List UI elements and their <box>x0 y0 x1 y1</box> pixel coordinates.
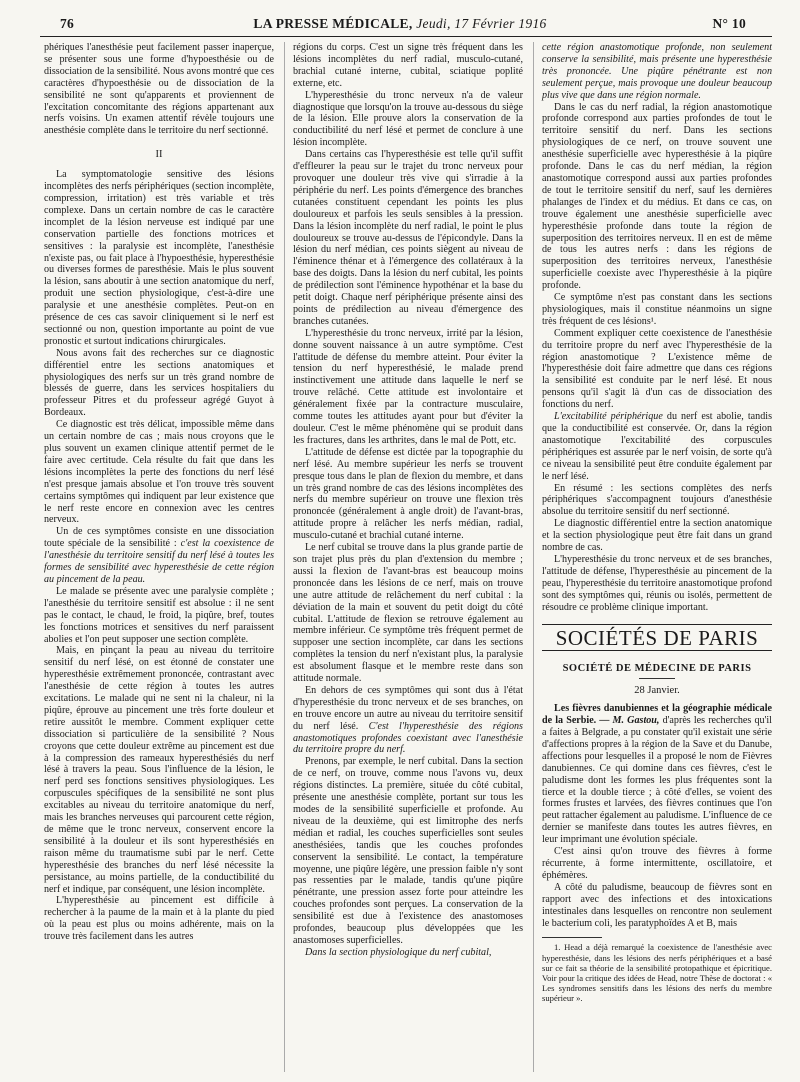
paragraph: L'hyperesthésie du tronc nerveux, irrité par la lésion, donne souvent naissance à un autre symptôme. C'est l'attitude de défense du membre atteint. Pour éviter la tension du nerf hyperesthésié, le malade prend instinctivement une attitude dans laquelle le nerf se trouve relâché. Cette attitude est involontaire et généralement fixée par la contracture musculaire, comme toutes les attitudes ayant pour but d'éviter la douleur. C'est le même phénomène qui se produit dans les fractures, dans les arthrites, dans le mal de Pott, etc. <box>293 327 523 446</box>
paragraph <box>542 703 772 846</box>
running-header <box>22 14 778 34</box>
footnote: 1. Head a déjà remarqué la coexistence de l'anesthésie avec hyperesthésie, dans les lésions des nerfs périphériques et a basé sur ce fait sa théorie de la sensibilité protopathique et épicritique. Voir pour la critique des idées de Head, notre Thèse de doctorat : « Les syndromes sensitifs dans les lésions des nerfs du membre supérieur ». <box>542 942 772 1004</box>
text-run: du nerf est abolie, tandis que la conductibilité est conservée. Or, dans la région anastomotique l'excitabilité des corpuscules périphériques est assurée par le nerf voisin, de sorte qu'à ce niveau la sensibilité peut être conduite également par le nerf lésé. <box>542 411 772 482</box>
column-1 <box>44 42 274 1072</box>
italic-text: L'excitabilité périphérique <box>554 411 663 423</box>
paragraph: Prenons, par exemple, le nerf cubital. Dans la section de ce nerf, on trouve, comme nous l'avons vu, deux régions distinctes. La première, située du côté cubital, présente une anesthésie complète, portant sur tous les modes de la sensibilité superficielle et profonde. Au niveau de la deuxième, qui est limitrophe des nerfs médian et radial, les couches superficielles sont seules anesthésiées, tandis que les couches profondes conservent la sensibilité. Le contact, la température moyenne, une piqûre légère, une pression faible n'y sont pas ressenties par le malade, tandis qu'une piqûre pénétrante, une pression assez forte pour atteindre les couches profondes sont perçues. La conservation de la sensibilité est due à l'existence des anastomoses profondes, beaucoup plus développées que les anastomoses superficielles. <box>293 756 523 946</box>
paragraph: Mais, en pinçant la peau au niveau du territoire sensitif du nerf lésé, on est étonné de constater une hyperesthésie extrêmement prononcée, contrastant avec l'anesthésie de cette région à toutes les autres excitations. Le malade qui ne sent ni la chaleur, ni la piqûre, éprouve au pincement une très forte douleur et retire aussitôt le membre. Comment expliquer cette dissociation si particulière de la sensibilité ? Nous croyons que cette douleur extrême au pincement est due à la compression des rameaux hyperesthésiés du nerf lésé à travers la peau. Sous l'influence de la lésion, le nerf perd ses fonctions sensitives physiologiques. Les corpuscules spécifiques de la sensibilité ne sont plus excitables au niveau du territoire anatomique du nerf, mais les branches nerveuses qui parcourent cette région, de même que le tronc nerveux, conservent encore la sensibilité à la douleur et ils sont hyperesthésiés en raison même du traumatisme subi par le nerf. Cette hyperesthésie des branches du nerf lésé nécessite la persistance, au moins partielle, de la conductibilité du nerf et indique, par conséquent, une lésion incomplète. <box>44 645 274 895</box>
paragraph: Dans certains cas l'hyperesthésie est telle qu'il suffit d'effleurer la peau sur le trajet du tronc nerveux pour provoquer une douleur très vive qui s'irradie à la périphérie du nerf. Les points d'émergence des branches cutanées constituent cependant les points les plus douloureux et parfois les seuls sensibles à la pression. Dans la lésion incomplète du nerf radial, le point le plus douloureux se trouve au-dessus de l'épicondyle. Dans la lésion du nerf médian, ces points siègent au niveau de l'éminence thénar et à l'émergence des collatéraux à la base des doigts. Dans la lésion du nerf cubital, les points de prédilection sont l'éminence hypothénar et la base du petit doigt. Chaque nerf périphérique présente ainsi des points de prédilection au niveau d'émergence des branches cutanées. <box>293 149 523 327</box>
divider <box>639 678 675 679</box>
issue-number: N° 10 <box>712 16 746 31</box>
italic-text: C'est l'hyperesthésie des régions anastomotiques profondes coexistant avec l'anesthésie du territoire propre du nerf. <box>293 720 523 756</box>
paragraph: La symptomatologie sensitive des lésions incomplètes des nerfs périphériques (section incomplète, compression, irritation) est très variable et très complexe. Dans un certain nombre de cas le caractère incomplet de la lésion nerveuse est indiqué par une conservation partielle des fonctions motrices et sensitives : la paralysie est incomplète, l'anesthésie n'existe pas, ou fait place à l'hypoesthésie, hyperesthésie ou diverses formes de paresthésie. Mais le plus souvent la lésion, sans aboutir à une section anatomique du nerf, produit une section physiologique, c'est-à-dire une paralysie et une anesthésie complètes. Peut-on en présence de ces cas savoir cliniquement si le nerf est sectionné ou non, question importante au point de vue pronostic et surtout indications chirurgicales. <box>44 169 274 347</box>
paragraph: L'hyperesthésie au pincement est difficile à rechercher à la paume de la main et à la plante du pied où la peau est plus ou moins adhérente, mais on la trouve très facilement dans les autres <box>44 895 274 943</box>
paragraph: C'est ainsi qu'on trouve des fièvres à forme récurrente, à forme intermittente, oscillatoire, et éphémères. <box>542 846 772 881</box>
paragraph: L'attitude de défense est dictée par la topographie du nerf lésé. Au membre supérieur les nerfs se trouvent presque tous dans le plan de flexion du membre, et dans un très grand nombre de cas des lésions incomplètes des nerfs du membre supérieur on trouve une flexion très prononcée (généralement à angle droit) de l'avant-bras, attitude propre à relâcher les nerfs médian, radial, musculo-cutané et brachial cutané interne. <box>293 446 523 542</box>
section-number: II <box>155 149 163 161</box>
text-run: d'après les recherches qu'il a faites à Belgrade, a pu constater qu'il existait une série d'affections propres à la région de la Save et du Danube, affections pour lesquelles il a proposé le nom de Fièvres danubiennes. Ce qui domine dans ces fièvres, c'est le paludisme dont les formes les plus fréquentes sont la tierce et la double tierce ; à côté d'elles, se voient des formes frustes et larvées, des fièvres continues que l'on peut rattacher également au paludisme. L'influence de ce dernier se manifeste dans toutes les autres fièvres, en leur imprimant une évolution spéciale. <box>542 715 772 846</box>
paragraph <box>542 411 772 482</box>
page-number: 76 <box>60 16 75 31</box>
text-run: Un de ces symptômes consiste en une dissociation toute spéciale de la sensibilité : <box>44 526 274 550</box>
paragraph: L'hyperesthésie du tronc nerveux et de ses branches, l'attitude de défense, l'hyperesthésie au pincement de la peau, l'hyperesthésie du territoire anastomotique profond sont des symptômes qui, réunis ou isolés, permettent de résoudre ce problème clinique important. <box>542 553 772 613</box>
paragraph: Comment expliquer cette coexistence de l'anesthésie du territoire propre du nerf avec l'hyperesthésie de la région anastomotique ? L'existence même de l'hyperesthésie doit faire admettre que dans ces régions la sensibilité est conduite par le nerf lésé. Et nous pensons qu'il s'agit là d'un cas de dissociation des fonctions du nerf. <box>542 327 772 411</box>
session-date: 28 Janvier. <box>634 685 680 697</box>
paragraph: phériques l'anesthésie peut facilement passer inaperçue, se présenter sous une forme d'hypoesthésie ou de dissociation de la sensibilité. Nous avons montré que ces caractères d'hypoesthésie ou de dissociation de la sensibilité ne sont qu'apparents et proviennent de l'excitation concomitante des régions appartenant aux nerfs voisins. Un examen attentif révèle toujours une anesthésie complète dans le territoire du nerf sectionné. <box>44 42 274 137</box>
footnote-rule <box>542 937 602 938</box>
text-run: En dehors de ces symptômes qui sont dus à l'état d'hyperesthésie du tronc nerveux et de ses branches, on en trouve encore un autre au niveau du territoire sensitif du nerf lésé. <box>293 684 523 732</box>
column-3 <box>533 42 772 1072</box>
paragraph: Ce symptôme n'est pas constant dans les sections physiologiques, mais il constitue néanmoins un signe très fréquent de ces lésions¹. <box>542 292 772 327</box>
column-2 <box>284 42 523 1072</box>
paragraph <box>293 685 523 756</box>
article-title: Les fièvres danubiennes et la géographie médicale de la Serbie. <box>542 703 772 727</box>
paragraph: A côté du paludisme, beaucoup de fièvres sont en rapport avec des infections et des intoxications intestinales dans lesquelles on rencontre non seulement le bacterium coli, les paratyphoïdes A et B, mais <box>542 881 772 929</box>
article-author: — M. Gastou, <box>596 715 660 727</box>
paragraph: Le diagnostic différentiel entre la section anatomique et la section physiologique peut être fait dans un grand nombre de cas. <box>542 518 772 554</box>
paragraph: Le malade se présente avec une paralysie complète ; l'anesthésie du territoire sensitif est absolue : il ne sent pas le contact, le chaud, le froid, la piqûre, bref, toutes les fonctions motrices et sensitives du nerf paraissent abolies et l'on peut supposer une section complète. <box>44 585 274 645</box>
header-rule <box>40 36 772 37</box>
paragraph: Dans la section physiologique du nerf cubital, <box>305 946 492 958</box>
paragraph: Ce diagnostic est très délicat, impossible même dans un certain nombre de cas ; mais nous croyons que le plus souvent un examen clinique attentif permet de le faire avec certitude. Cela résulte du fait que dans les lésions incomplètes la perte des fonctions du nerf lésé n'est presque jamais absolue et l'on trouve très souvent certains symptômes qui indiquent par leur existence que le nerf reste encore en connexion avec les centres nerveux. <box>44 419 274 526</box>
paragraph: Le nerf cubital se trouve dans la plus grande partie de son trajet plus près du plan d'extension du membre ; aussi la flexion de l'avant-bras est beaucoup moins prononcée dans les lésions de ce nerf, mais on trouve une autre attitude de relâchement du nerf cubital : la déviation de la main et souvent du petit doigt du côté cubital. L'attitude de flexion se retrouve également au membre inférieur. Ce symptôme très fréquent permet de supposer une section incomplète, car dans les sections complètes la tension du nerf n'existant plus, la paralysie est absolument flasque et le membre reste dans son attitude normale. <box>293 542 523 685</box>
society-name: SOCIÉTÉ DE MÉDECINE DE PARIS <box>562 663 752 675</box>
paragraph: régions du corps. C'est un signe très fréquent dans les lésions incomplètes du nerf radial, musculo-cutané, brachial cutané interne, cubital, sciatique poplité externe, etc. <box>293 42 523 89</box>
paragraph: cette région anastomotique profonde, non seulement conserve la sensibilité, mais présente une hyperesthésie très prononcée. Une piqûre pénétrante est non seulement perçue, mais provoque une douleur beaucoup plus vive que dans une région normale. <box>542 42 772 101</box>
italic-text: c'est la coexistence de l'anesthésie du territoire sensitif du nerf lésé à toutes les formes de sensibilité avec hyperesthésie de cette région au pincement de la peau. <box>44 538 274 585</box>
societies-heading: SOCIÉTÉS DE PARIS <box>542 624 772 652</box>
paragraph: En résumé : les sections complètes des nerfs périphériques s'accompagnent toujours d'anesthésie absolue du territoire sensitif du nerf sectionné. <box>542 482 772 518</box>
journal-title-line <box>22 16 778 32</box>
article-columns <box>44 42 772 1072</box>
journal-name: LA PRESSE MÉDICALE, <box>253 16 413 31</box>
paragraph: Nous avons fait des recherches sur ce diagnostic différentiel entre les sections anatomiques et physiologiques des nerfs sur un très grand nombre de blessés de guerre, dans les services hospitaliers du professeur Pitres et du professeur agrégé Guyot à Bordeaux. <box>44 347 274 419</box>
paragraph: Dans le cas du nerf radial, la région anastomotique profonde correspond aux parties profondes de tout le territoire sensitif du nerf. Dans les sections physiologiques de ce nerf, on trouve souvent une anesthésie superficielle avec hyperesthésie à la piqûre profonde. Dans le cas du nerf médian, la région anastomotique correspond aussi aux parties profondes de tout le territoire sensitif du nerf, sauf les dernières phalanges de l'index et du médius. Et dans ce cas, on trouve également une anesthésie superficielle avec hyperesthésie profonde dans toute la région de superposition des territoires nerveux. Il en est de même de tous les autres nerfs : dans les régions de superposition des territoires nerveux, l'anesthésie superficielle coexiste avec l'hyperesthésie à la piqûre profonde. <box>542 101 772 292</box>
paragraph <box>44 526 274 586</box>
issue-date: Jeudi, 17 Février 1916 <box>416 16 547 31</box>
paragraph: L'hyperesthésie du tronc nerveux n'a de valeur diagnostique que lorsqu'on la trouve au-dessous du siège de la lésion. Elle prouve alors la conservation de la conductibilité du nerf lésé et permet de conclure à une lésion incomplète. <box>293 89 523 149</box>
